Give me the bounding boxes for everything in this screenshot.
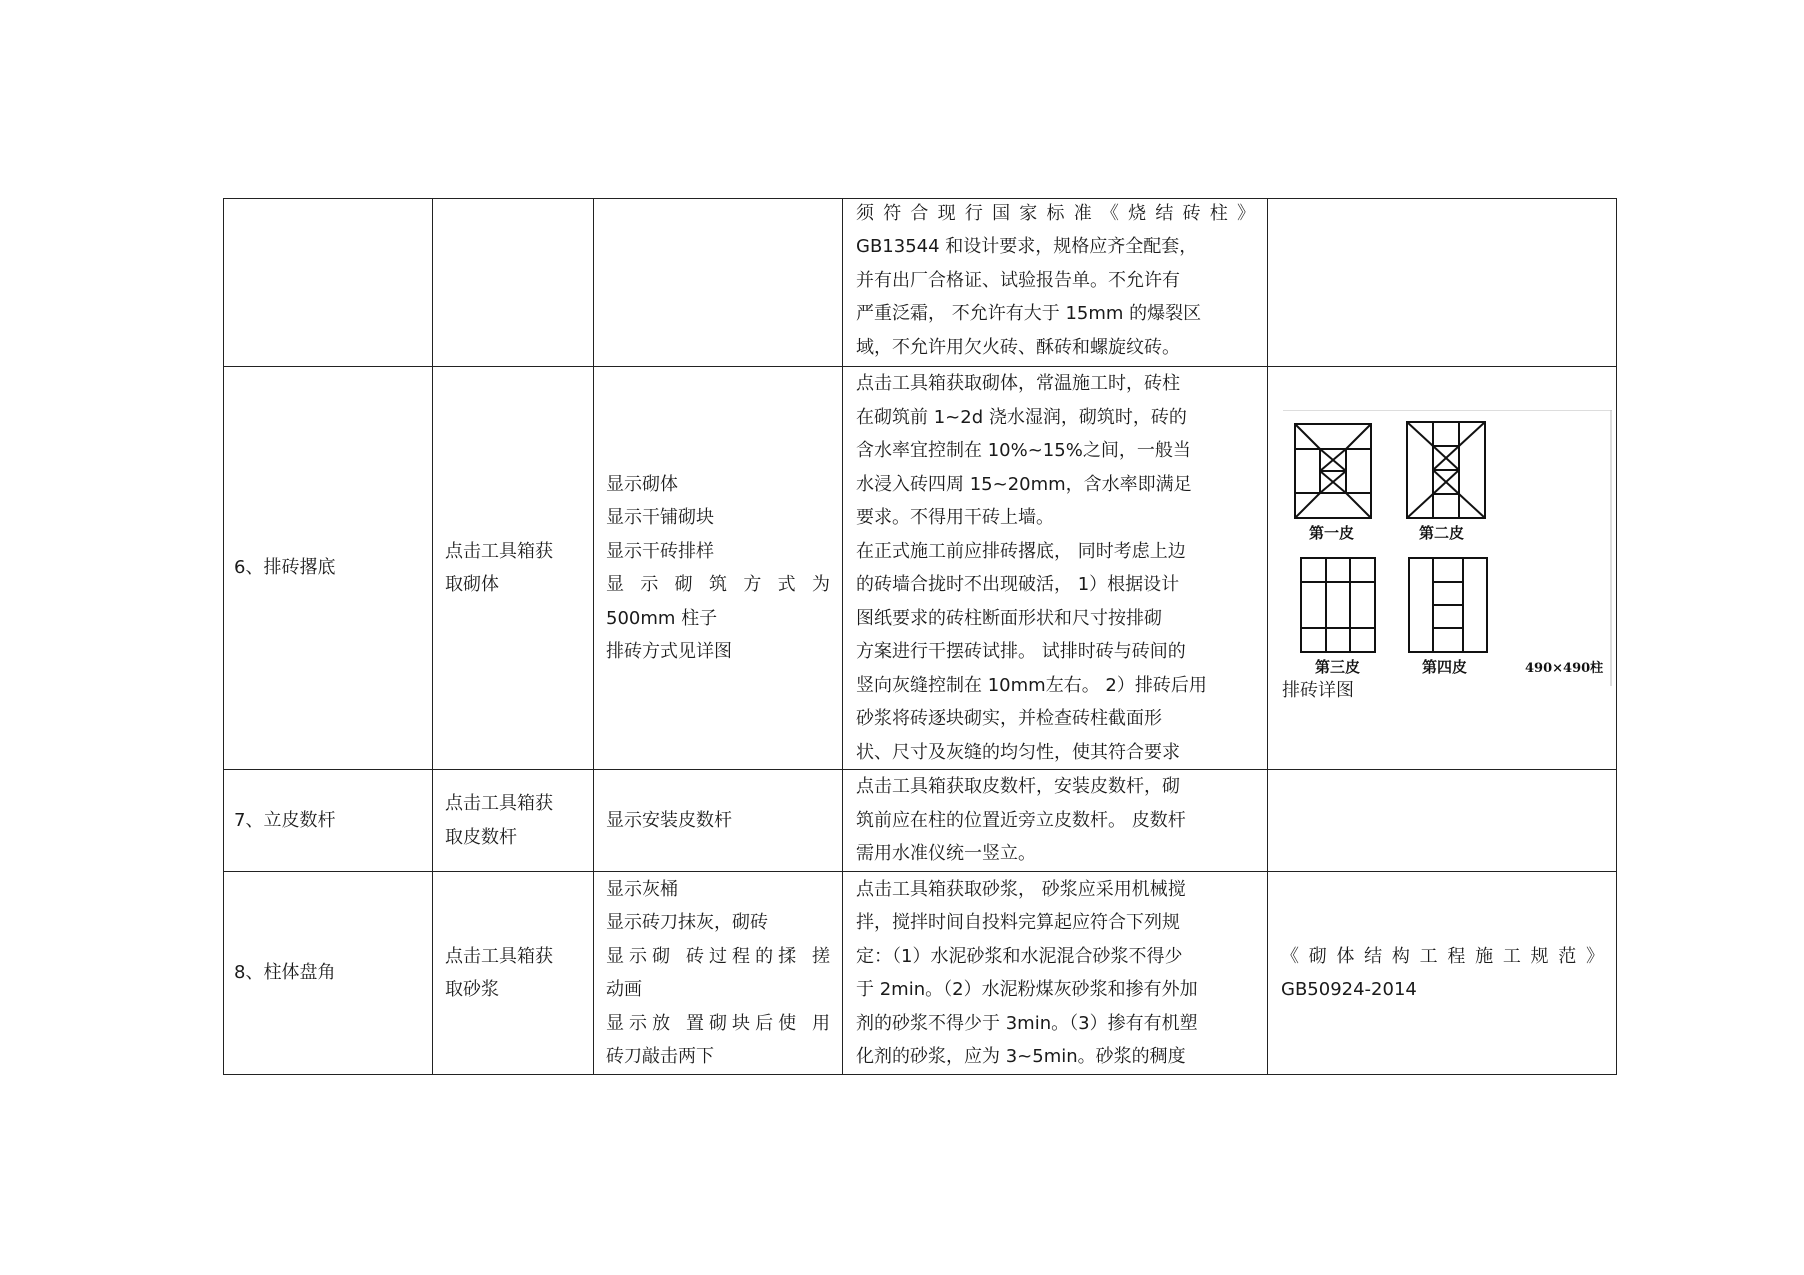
display-cell	[594, 367, 843, 770]
requirement-line: 严重泛霜， 不允许有大于 15mm 的爆裂区	[856, 303, 1202, 325]
requirement-line: 点击工具箱获取砂浆， 砂浆应采用机械搅	[856, 878, 1186, 900]
action-line: 取砂浆	[445, 979, 499, 1000]
requirement-line: 竖向灰缝控制在 10mm左右。 2）排砖后用	[856, 674, 1207, 696]
requirement-line: 域，不允许用欠火砖、酥砖和螺旋纹砖。	[856, 336, 1180, 358]
requirement-line: 方案进行干摆砖试排。 试排时砖与砖间的	[856, 641, 1186, 662]
action-line: 取砌体	[445, 574, 499, 595]
display-line: 显示安装皮数杆	[606, 809, 732, 831]
construction-steps-table	[223, 198, 1617, 1075]
requirement-line: 在砌筑前 1~2d 浇水湿润，砌筑时，砖的	[856, 406, 1187, 428]
table-row	[224, 367, 1617, 770]
requirement-line: 拌，搅拌时间自投料完算起应符合下列规	[856, 912, 1180, 933]
action-line: 点击工具箱获	[445, 540, 553, 562]
display-line: 显示砖刀抹灰，砌砖	[606, 912, 768, 933]
display-line: 显示砌体	[606, 473, 678, 495]
display-cell	[594, 199, 843, 367]
requirement-line: 点击工具箱获取砌体，常温施工时，砖柱	[856, 373, 1180, 394]
step-label: 6、排砖撂底	[234, 557, 336, 579]
requirements-cell	[843, 770, 1268, 872]
action-cell	[433, 770, 594, 872]
course-4-pattern	[1409, 558, 1487, 652]
course-1-pattern	[1295, 424, 1371, 518]
requirements-cell	[843, 872, 1268, 1075]
requirement-line: 须符合现行国家标准《烧结砖柱》	[856, 202, 1255, 224]
step-cell	[224, 199, 433, 367]
table-row	[224, 872, 1617, 1075]
step-cell	[224, 872, 433, 1075]
table-row	[224, 199, 1617, 367]
diagram-label: 第四皮	[1422, 658, 1468, 676]
requirement-line: 于 2min。（2）水泥粉煤灰砂浆和掺有外加	[856, 979, 1198, 1000]
requirement-line: 并有出厂合格证、试验报告单。不允许有	[856, 269, 1180, 291]
requirement-line: 需用水准仪统一竖立。	[856, 843, 1036, 865]
requirements-cell	[843, 367, 1268, 770]
requirement-line: 剂的砂浆不得少于 3min。（3）掺有有机塑	[856, 1012, 1198, 1034]
step-label: 8、柱体盘角	[234, 962, 336, 984]
step-cell	[224, 770, 433, 872]
reference-line: 《砌体结构工程施工规范》	[1281, 945, 1604, 967]
reference-cell	[1268, 770, 1617, 872]
requirement-line: 图纸要求的砖柱断面形状和尺寸按排砌	[856, 607, 1162, 629]
reference-cell	[1268, 367, 1617, 770]
action-cell	[433, 872, 594, 1075]
requirement-line: 水浸入砖四周 15~20mm，含水率即满足	[856, 473, 1192, 495]
display-line: 排砖方式见详图	[606, 641, 732, 662]
reference-cell	[1268, 199, 1617, 367]
course-2-pattern	[1407, 422, 1485, 518]
requirement-line: 的砖墙合拢时不出现破活， 1）根据设计	[856, 574, 1180, 595]
diagram-caption: 排砖详图	[1282, 680, 1354, 701]
course-3-pattern	[1301, 558, 1375, 652]
display-line: 显示放 置砌块后使 用	[606, 1012, 830, 1034]
requirement-line: 点击工具箱获取皮数杆，安装皮数杆，砌	[856, 776, 1180, 798]
requirement-line: 化剂的砂浆，应为 3~5min。砂浆的稠度	[856, 1046, 1186, 1067]
requirement-line: 在正式施工前应排砖撂底， 同时考虑上边	[856, 540, 1186, 562]
display-line: 砖刀敲击两下	[606, 1046, 714, 1067]
reference-line: GB50924-2014	[1281, 979, 1417, 1000]
requirement-line: 状、尺寸及灰缝的均匀性，使其符合要求	[856, 741, 1180, 763]
display-line: 显示干砖排样	[606, 540, 714, 562]
reference-cell	[1268, 872, 1617, 1075]
requirements-cell	[843, 199, 1268, 367]
action-line: 点击工具箱获	[445, 945, 553, 967]
action-line: 点击工具箱获	[445, 793, 553, 814]
action-cell	[433, 199, 594, 367]
display-line: 500mm 柱子	[606, 607, 718, 629]
requirement-line: 要求。不得用干砖上墙。	[856, 507, 1054, 528]
requirement-line: 砂浆将砖逐块砌实，并检查砖柱截面形	[856, 708, 1162, 729]
action-cell	[433, 367, 594, 770]
action-line: 取皮数杆	[445, 826, 517, 848]
diagram-label: 第三皮	[1315, 658, 1361, 676]
display-line: 动画	[606, 979, 642, 1000]
requirement-line: 定：（1）水泥砂浆和水泥混合砂浆不得少	[856, 945, 1183, 967]
display-cell	[594, 872, 843, 1075]
display-line: 显 示 砌 筑 方 式 为	[606, 574, 830, 595]
requirement-line: 含水率宜控制在 10%~15%之间，一般当	[856, 440, 1191, 461]
requirement-line: 筑前应在柱的位置近旁立皮数杆。 皮数杆	[856, 809, 1186, 831]
brick-layout-diagram	[1283, 410, 1612, 686]
step-cell	[224, 367, 433, 770]
display-line: 显示灰桶	[606, 878, 678, 900]
display-cell	[594, 770, 843, 872]
table-row	[224, 770, 1617, 872]
requirement-line: GB13544 和设计要求，规格应齐全配套，	[856, 236, 1198, 258]
diagram-label: 第二皮	[1419, 524, 1465, 542]
display-line: 显示干铺砌块	[606, 507, 714, 528]
diagram-size-label: 490×490柱	[1525, 661, 1604, 676]
step-label: 7、立皮数杆	[234, 809, 336, 831]
diagram-label: 第一皮	[1309, 524, 1355, 542]
display-line: 显示砌 砖过程的揉 搓	[606, 945, 830, 967]
